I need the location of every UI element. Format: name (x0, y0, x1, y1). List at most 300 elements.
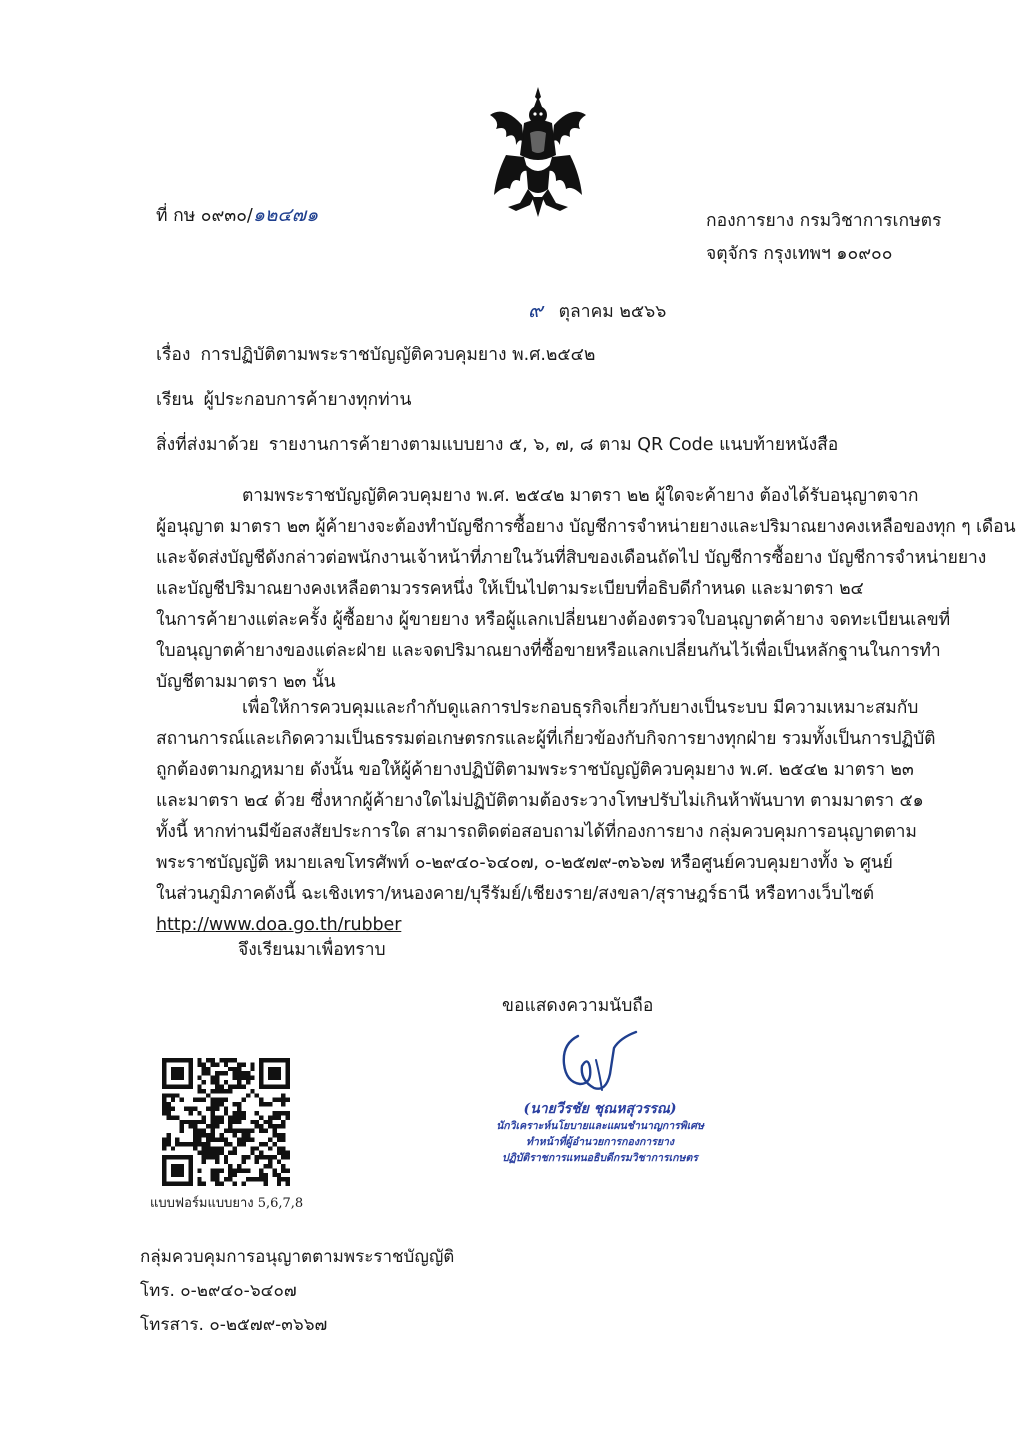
qr-module (193, 1133, 197, 1137)
qr-module (233, 1067, 237, 1071)
recipient-text: ผู้ประกอบการค้ายางทุกท่าน (203, 390, 412, 410)
qr-module (211, 1058, 215, 1062)
signatory-name: (นายวีรชัย ชุณหสุวรรณ) (523, 1101, 677, 1117)
qr-module (281, 1111, 285, 1115)
qr-module (171, 1098, 175, 1102)
qr-module (241, 1168, 245, 1172)
qr-module (166, 1107, 170, 1111)
qr-module (277, 1160, 281, 1164)
qr-module (241, 1115, 245, 1119)
qr-module (162, 1084, 166, 1088)
qr-module (188, 1067, 192, 1071)
paragraph-line: บัญชีตามมาตรา ๒๓ นั้น (156, 672, 336, 692)
qr-module (202, 1120, 206, 1124)
qr-module (211, 1107, 215, 1111)
qr-module (277, 1182, 281, 1186)
subject-line (156, 343, 595, 367)
qr-module (197, 1142, 201, 1146)
enclosure-label: สิ่งที่ส่งมาด้วย (156, 435, 259, 455)
qr-module (259, 1115, 263, 1119)
qr-module (268, 1102, 272, 1106)
qr-code[interactable] (162, 1058, 290, 1186)
qr-module (211, 1124, 215, 1128)
qr-module (241, 1155, 245, 1159)
qr-module (224, 1107, 228, 1111)
qr-module (180, 1173, 184, 1177)
qr-module (286, 1182, 290, 1186)
qr-module (166, 1182, 170, 1186)
qr-module (246, 1137, 250, 1141)
qr-module (193, 1142, 197, 1146)
qr-module (264, 1129, 268, 1133)
qr-module (166, 1133, 170, 1137)
qr-module (281, 1146, 285, 1150)
qr-module (237, 1071, 241, 1075)
qr-module (215, 1062, 219, 1066)
qr-module (202, 1089, 206, 1093)
qr-module (277, 1151, 281, 1155)
qr-module (286, 1151, 290, 1155)
qr-module (228, 1124, 232, 1128)
qr-module (219, 1133, 223, 1137)
paragraph-line: และมาตรา ๒๔ ด้วย ซึ่งหากผู้ค้ายางใดไม่ปฏิบัติตามต้องระวางโทษปรับไม่เกินห้าพันบาท ตามมาตรา ๕๑ (156, 791, 924, 811)
qr-module (162, 1164, 166, 1168)
qr-module (180, 1071, 184, 1075)
qr-module (197, 1084, 201, 1088)
qr-module (228, 1058, 232, 1062)
footer-unit: กลุ่มควบคุมการอนุญาตตามพระราชบัญญัติ (140, 1247, 455, 1267)
qr-module (162, 1102, 166, 1106)
qr-module (219, 1137, 223, 1141)
qr-module (255, 1120, 259, 1124)
qr-module (250, 1129, 254, 1133)
signatory-position-3: ปฏิบัติราชการแทนอธิบดีกรมวิชาการเกษตร (502, 1152, 698, 1164)
qr-module (259, 1062, 263, 1066)
qr-module (211, 1115, 215, 1119)
qr-module (233, 1058, 237, 1062)
qr-module (180, 1067, 184, 1071)
qr-module (241, 1137, 245, 1141)
qr-module (206, 1151, 210, 1155)
qr-module (219, 1146, 223, 1150)
qr-module (272, 1098, 276, 1102)
qr-module (224, 1160, 228, 1164)
paragraph-line: พระราชบัญญัติ หมายเลขโทรศัพท์ ๐-๒๙๔๐-๖๔๐๗, ๐-๒๕๗๙-๓๖๖๗ หรือศูนย์ควบคุมยางทั้ง ๖ ศูนย์ (156, 853, 893, 873)
qr-module (162, 1093, 166, 1097)
qr-module (224, 1058, 228, 1062)
qr-module (250, 1146, 254, 1150)
qr-module (188, 1062, 192, 1066)
qr-module (193, 1146, 197, 1150)
qr-module (259, 1067, 263, 1071)
qr-module (166, 1084, 170, 1088)
qr-module (272, 1084, 276, 1088)
qr-module (175, 1058, 179, 1062)
qr-module (215, 1168, 219, 1172)
qr-module (188, 1120, 192, 1124)
qr-module (171, 1182, 175, 1186)
qr-module (211, 1080, 215, 1084)
qr-module (188, 1173, 192, 1177)
qr-module (175, 1164, 179, 1168)
garuda-emblem-icon (486, 85, 590, 220)
qr-module (277, 1173, 281, 1177)
qr-module (162, 1146, 166, 1150)
qr-module (246, 1133, 250, 1137)
recipient-line (156, 388, 411, 412)
paragraph-line: ทั้งนี้ หากท่านมีข้อสงสัยประการใด สามารถติดต่อสอบถามได้ที่กองการยาง กลุ่มควบคุมการอนุญาตตาม (156, 822, 917, 842)
qr-module (255, 1111, 259, 1115)
body-paragraph-1 (156, 481, 1016, 698)
qr-module (264, 1102, 268, 1106)
qr-module (188, 1124, 192, 1128)
qr-module (277, 1146, 281, 1150)
qr-module (211, 1089, 215, 1093)
qr-module (175, 1093, 179, 1097)
qr-module (281, 1155, 285, 1159)
qr-module (188, 1160, 192, 1164)
qr-module (246, 1129, 250, 1133)
qr-module (197, 1133, 201, 1137)
qr-module (180, 1168, 184, 1172)
subject-text: การปฏิบัติตามพระราชบัญญัติควบคุมยาง พ.ศ.๒๕๔๒ (200, 345, 596, 365)
qr-module (281, 1120, 285, 1124)
qr-module (202, 1098, 206, 1102)
qr-module (162, 1155, 166, 1159)
qr-module (184, 1155, 188, 1159)
qr-module (206, 1107, 210, 1111)
qr-module (224, 1177, 228, 1181)
paragraph-line: ในส่วนภูมิภาคดังนี้ ฉะเชิงเทรา/หนองคาย/บุรีรัมย์/เชียงราย/สงขลา/สุราษฎร์ธานี หรือทางเว็บไซต์ (156, 884, 874, 904)
qr-module (233, 1102, 237, 1106)
qr-module (259, 1168, 263, 1172)
qr-module (219, 1058, 223, 1062)
paragraph-line: เพื่อให้การควบคุมและกำกับดูแลการประกอบธุรกิจเกี่ยวกับยางเป็นระบบ มีความเหมาะสมกับ (242, 698, 919, 718)
qr-module (259, 1155, 263, 1159)
office-line-1: กองการยาง กรมวิชาการเกษตร (706, 211, 942, 231)
qr-module (197, 1089, 201, 1093)
qr-module (188, 1076, 192, 1080)
qr-module (255, 1124, 259, 1128)
qr-module (228, 1151, 232, 1155)
qr-module (184, 1107, 188, 1111)
qr-module (211, 1111, 215, 1115)
qr-module (219, 1098, 223, 1102)
qr-module (277, 1058, 281, 1062)
qr-module (197, 1137, 201, 1141)
qr-module (211, 1120, 215, 1124)
qr-module (211, 1151, 215, 1155)
qr-module (281, 1151, 285, 1155)
qr-module (281, 1124, 285, 1128)
date-month-year: ตุลาคม ๒๕๖๖ (558, 302, 667, 322)
qr-module (193, 1124, 197, 1128)
qr-module (264, 1120, 268, 1124)
qr-module (259, 1084, 263, 1088)
qr-module (162, 1062, 166, 1066)
qr-module (277, 1115, 281, 1119)
qr-module (211, 1098, 215, 1102)
qr-module (224, 1080, 228, 1084)
qr-module (237, 1129, 241, 1133)
qr-module (215, 1177, 219, 1181)
qr-module (277, 1133, 281, 1137)
qr-module (272, 1173, 276, 1177)
qr-module (259, 1080, 263, 1084)
qr-module (228, 1089, 232, 1093)
qr-module (246, 1177, 250, 1181)
qr-module (166, 1102, 170, 1106)
qr-module (162, 1173, 166, 1177)
qr-module (233, 1151, 237, 1155)
qr-module (215, 1173, 219, 1177)
qr-module (166, 1137, 170, 1141)
qr-module (180, 1164, 184, 1168)
qr-module (166, 1115, 170, 1119)
qr-module (286, 1177, 290, 1181)
qr-module (206, 1155, 210, 1159)
body-paragraph-2 (156, 693, 936, 941)
qr-module (224, 1098, 228, 1102)
qr-module (180, 1098, 184, 1102)
qr-module (188, 1155, 192, 1159)
qr-module (272, 1155, 276, 1159)
qr-module (211, 1102, 215, 1106)
qr-module (246, 1093, 250, 1097)
regards-line: ขอแสดงความนับถือ (502, 996, 654, 1016)
qr-module (237, 1168, 241, 1172)
qr-module (180, 1129, 184, 1133)
qr-module (237, 1084, 241, 1088)
qr-module (277, 1071, 281, 1075)
qr-module (162, 1080, 166, 1084)
qr-module (215, 1151, 219, 1155)
qr-module (219, 1168, 223, 1172)
qr-module (215, 1102, 219, 1106)
qr-module (193, 1098, 197, 1102)
qr-module (215, 1107, 219, 1111)
qr-module (241, 1098, 245, 1102)
qr-module (162, 1067, 166, 1071)
qr-module (162, 1142, 166, 1146)
qr-module (228, 1129, 232, 1133)
qr-module (286, 1084, 290, 1088)
qr-module (215, 1089, 219, 1093)
qr-module (188, 1107, 192, 1111)
paragraph-line: ผู้อนุญาต มาตรา ๒๓ ผู้ค้ายางจะต้องทำบัญชีการซื้อยาง บัญชีการจำหน่ายยางและปริมาณยางคงเหลือของทุก ๆ เดือน (156, 517, 1016, 537)
qr-module (215, 1182, 219, 1186)
qr-module (206, 1133, 210, 1137)
qr-module (259, 1071, 263, 1075)
qr-module (264, 1177, 268, 1181)
qr-module (246, 1076, 250, 1080)
qr-module (215, 1098, 219, 1102)
qr-module (211, 1137, 215, 1141)
qr-module (175, 1142, 179, 1146)
qr-module (281, 1168, 285, 1172)
qr-module (259, 1102, 263, 1106)
paragraph-line: ตามพระราชบัญญัติควบคุมยาง พ.ศ. ๒๕๔๒ มาตรา ๒๒ ผู้ใดจะค้ายาง ต้องได้รับอนุญาตจาก (242, 486, 919, 506)
paragraph-line: ถูกต้องตามกฎหมาย ดังนั้น ขอให้ผู้ค้ายางปฏิบัติตามพระราชบัญญัติควบคุมยาง พ.ศ. ๒๕๔๒ มาตรา ๒๓ (156, 760, 914, 780)
qr-module (228, 1120, 232, 1124)
qr-module (268, 1164, 272, 1168)
qr-module (202, 1067, 206, 1071)
qr-module (268, 1137, 272, 1141)
reference-number-handwritten: ๑๒๔๗๑ (252, 204, 319, 226)
qr-module (180, 1120, 184, 1124)
qr-module (197, 1111, 201, 1115)
recipient-label: เรียน (156, 390, 194, 410)
qr-module (237, 1067, 241, 1071)
qr-module (193, 1129, 197, 1133)
qr-module (171, 1164, 175, 1168)
qr-module (184, 1142, 188, 1146)
qr-module (281, 1133, 285, 1137)
qr-module (175, 1076, 179, 1080)
qr-module (211, 1146, 215, 1150)
qr-module (224, 1062, 228, 1066)
qr-module (264, 1164, 268, 1168)
qr-module (272, 1133, 276, 1137)
qr-module (255, 1160, 259, 1164)
qr-module (237, 1076, 241, 1080)
qr-module (233, 1129, 237, 1133)
qr-module (237, 1111, 241, 1115)
qr-module (268, 1084, 272, 1088)
qr-module (206, 1137, 210, 1141)
qr-module (259, 1076, 263, 1080)
qr-module (180, 1182, 184, 1186)
qr-module (211, 1133, 215, 1137)
qr-module (286, 1168, 290, 1172)
qr-module (171, 1168, 175, 1172)
qr-module (215, 1146, 219, 1150)
qr-module (250, 1062, 254, 1066)
qr-module (197, 1058, 201, 1062)
qr-module (268, 1120, 272, 1124)
qr-module (188, 1111, 192, 1115)
qr-module (202, 1062, 206, 1066)
qr-module (206, 1124, 210, 1128)
footer-phone: โทร. ๐-๒๙๔๐-๖๔๐๗ (140, 1281, 297, 1301)
qr-module (224, 1089, 228, 1093)
qr-module (259, 1142, 263, 1146)
qr-module (211, 1168, 215, 1172)
qr-module (241, 1129, 245, 1133)
qr-module (286, 1098, 290, 1102)
qr-module (250, 1151, 254, 1155)
qr-module (202, 1142, 206, 1146)
office-line-2: จตุจักร กรุงเทพฯ ๑๐๙๐๐ (706, 244, 893, 264)
qr-module (162, 1160, 166, 1164)
qr-module (237, 1137, 241, 1141)
qr-module (228, 1115, 232, 1119)
qr-module (171, 1067, 175, 1071)
qr-module (215, 1160, 219, 1164)
qr-module (162, 1058, 166, 1062)
qr-module (233, 1111, 237, 1115)
signatory-position-2: ทำหน้าที่ผู้อำนวยการกองการยาง (525, 1136, 675, 1148)
qr-module (184, 1058, 188, 1062)
qr-module (286, 1067, 290, 1071)
qr-module (228, 1177, 232, 1181)
qr-module (272, 1142, 276, 1146)
qr-module (286, 1111, 290, 1115)
qr-module (237, 1107, 241, 1111)
qr-module (162, 1098, 166, 1102)
qr-module (281, 1164, 285, 1168)
qr-module (237, 1164, 241, 1168)
qr-module (246, 1071, 250, 1075)
closing-line: จึงเรียนมาเพื่อทราบ (238, 940, 386, 960)
qr-module (175, 1071, 179, 1075)
qr-module (259, 1151, 263, 1155)
website-link[interactable]: http://www.doa.go.th/rubber (156, 915, 402, 935)
qr-module (193, 1137, 197, 1141)
qr-module (233, 1120, 237, 1124)
qr-module (202, 1160, 206, 1164)
qr-module (224, 1071, 228, 1075)
qr-module (202, 1155, 206, 1159)
qr-module (286, 1080, 290, 1084)
qr-module (215, 1137, 219, 1141)
qr-module (202, 1146, 206, 1150)
qr-module (281, 1177, 285, 1181)
qr-module (241, 1084, 245, 1088)
qr-module (175, 1155, 179, 1159)
qr-module (224, 1129, 228, 1133)
qr-module (268, 1160, 272, 1164)
qr-module (246, 1155, 250, 1159)
qr-module (264, 1155, 268, 1159)
qr-module (250, 1076, 254, 1080)
qr-module (272, 1115, 276, 1119)
qr-module (211, 1173, 215, 1177)
qr-module (281, 1058, 285, 1062)
qr-module (259, 1129, 263, 1133)
paragraph-line: ใบอนุญาตค้ายางของแต่ละฝ่าย และจดปริมาณยางที่ซื้อขายหรือแลกเปลี่ยนกันไว้เพื่อเป็นหลักฐานในการทำ (156, 641, 941, 661)
qr-module (241, 1182, 245, 1186)
qr-module (237, 1115, 241, 1119)
paragraph-line: ในการค้ายางแต่ละครั้ง ผู้ซื้อยาง ผู้ขายยาง หรือผู้แลกเปลี่ยนยางต้องตรวจใบอนุญาตค้ายาง จดทะเบียนเลขที่ (156, 610, 951, 630)
qr-module (277, 1084, 281, 1088)
qr-module (193, 1120, 197, 1124)
qr-module (219, 1084, 223, 1088)
qr-module (202, 1129, 206, 1133)
qr-module (188, 1084, 192, 1088)
qr-module (202, 1151, 206, 1155)
qr-module (281, 1137, 285, 1141)
qr-module (281, 1093, 285, 1097)
qr-module (268, 1058, 272, 1062)
qr-module (224, 1111, 228, 1115)
qr-module (277, 1137, 281, 1141)
qr-module (171, 1155, 175, 1159)
qr-module (180, 1155, 184, 1159)
qr-module (171, 1076, 175, 1080)
qr-module (184, 1084, 188, 1088)
qr-module (281, 1084, 285, 1088)
qr-module (211, 1129, 215, 1133)
qr-module (255, 1155, 259, 1159)
qr-module (228, 1173, 232, 1177)
qr-module (272, 1168, 276, 1172)
qr-module (166, 1111, 170, 1115)
qr-module (171, 1058, 175, 1062)
qr-module (241, 1076, 245, 1080)
qr-module (228, 1168, 232, 1172)
qr-module (272, 1124, 276, 1128)
